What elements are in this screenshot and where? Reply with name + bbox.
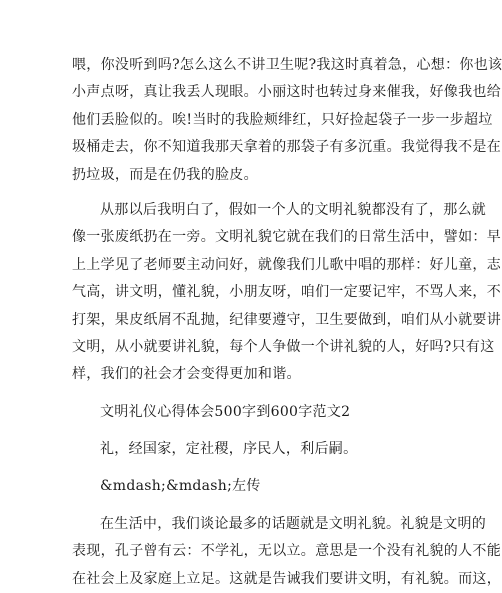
text-line: 样，我们的社会才会变得更加和谐。 (72, 366, 301, 383)
paragraph-1 (72, 52, 502, 189)
paragraph-3 (72, 511, 501, 593)
text-line: 像一张废纸扔在一旁。文明礼貌它就在我们的日常生活中，譬如：早 (72, 229, 501, 246)
text-line: 喂，你没听到吗?怎么这么不讲卫生呢?我这时真着急，心想：你也该 (72, 57, 502, 73)
text-line: 在社会上及家庭上立足。这就是告诫我们要讲文明，有礼貌。而这， (72, 570, 501, 587)
text-line: 圾桶走去，你不知道我那天拿着的那袋子有多沉重。我觉得我不是在 (72, 139, 501, 156)
document-page (72, 52, 502, 593)
text-line: 扔垃圾，而是在仍我的脸皮。 (72, 166, 258, 183)
quote-line: 礼，经国家，定社稷，序民人，利后嗣。 (100, 441, 358, 458)
quote-attribution (72, 473, 434, 500)
text-line: 表现，孔子曾有云：不学礼，无以立。意思是一个没有礼貌的人不能 (72, 543, 501, 560)
heading-line: 文明礼仪心得体会500字到600字范文2 (100, 403, 351, 420)
paragraph-2 (72, 197, 501, 389)
text-line: 文明，从小就要讲礼貌，每个人争做一个讲礼貌的人，好吗?只有这 (72, 338, 495, 355)
text-line: 他们丢脸似的。唉!当时的我脸颊绯红，只好捡起袋子一步一步超垃 (72, 111, 493, 128)
attribution-line: &mdash;&mdash;左传 (100, 478, 261, 495)
text-line: 从那以后我明白了，假如一个人的文明礼貌都没有了，那么就 (100, 201, 487, 218)
section-heading (72, 399, 434, 426)
text-line: 上上学见了老师要主动问好，就像我们儿歌中唱的那样：好儿童，志 (72, 256, 501, 273)
text-line: 打架，果皮纸屑不乱抛，纪律要遵守，卫生要做到，咱们从小就要讲 (72, 311, 501, 328)
text-line: 小声点呀，真让我丢人现眼。小丽这时也转过身来催我，好像我也给 (72, 84, 501, 101)
text-line: 在生活中，我们谈论最多的话题就是文明礼貌。礼貌是文明的 (100, 515, 487, 532)
quote (72, 436, 434, 463)
text-line: 气高，讲文明，懂礼貌，小朋友呀，咱们一定要记牢，不骂人来，不 (72, 284, 501, 301)
